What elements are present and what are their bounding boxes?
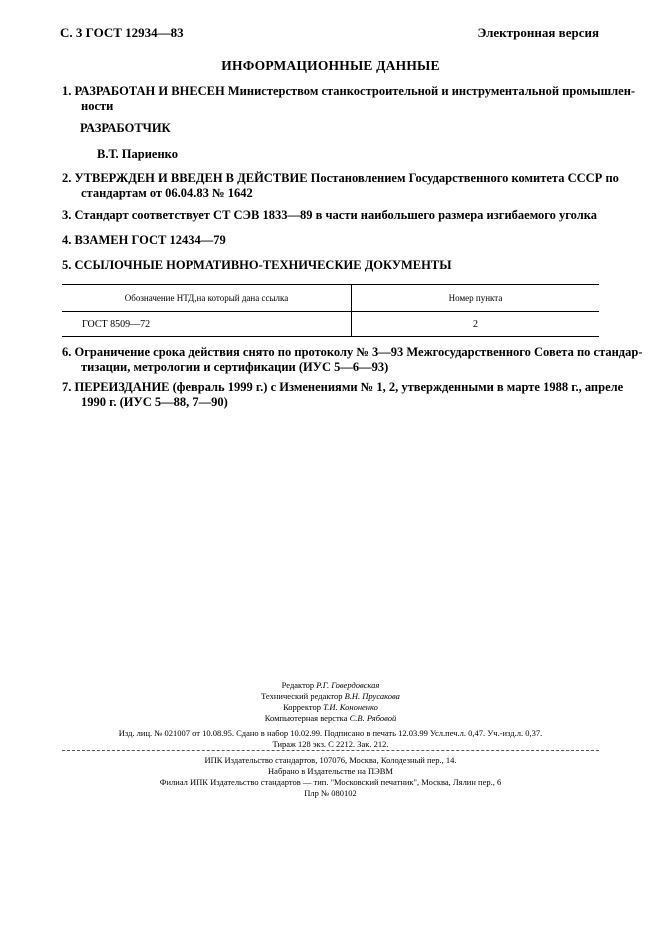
credit-tech-editor-name: В.Н. Прусакова [344, 691, 400, 701]
table-row [62, 312, 599, 337]
credit-layout-label: Компьютерная верстка [264, 713, 348, 723]
imprint-line-2: Набрано в Издательстве на ПЭВМ [268, 766, 393, 776]
reference-documents-table [62, 284, 599, 337]
header-standard-number: С. 3 ГОСТ 12934—83 [60, 25, 184, 40]
item-1 [62, 84, 636, 114]
item-6 [62, 345, 643, 375]
credit-editor [0, 680, 661, 691]
table-cell-document: ГОСТ 8509—72 [62, 312, 352, 337]
publishing-line-2: Тираж 128 экз. С 2212. Зак. 212. [272, 739, 389, 749]
imprint-line-1: ИПК Издательство стандартов, 107076, Москва, Колодезный пер., 14. [204, 755, 457, 765]
imprint-block [0, 755, 661, 799]
item-6-line-2: тизации, метрологии и сертификации (ИУС 5—6—93) [81, 360, 389, 374]
credits-block [0, 680, 661, 724]
table-header-row [62, 285, 599, 312]
publishing-line-1: Изд. лиц. № 021007 от 10.08.95. Сдано в набор 10.02.99. Подписано в печать 12.03.99 Усл.печ.л. 0,47. Уч.-изд.л. 0,37. [118, 728, 543, 738]
imprint-line-3: Филиал ИПК Издательство стандартов — тип. "Московский печатник", Москва, Лялин пер., 6 [159, 777, 502, 787]
credit-proofreader [0, 702, 661, 713]
credit-tech-editor [0, 691, 661, 702]
item-5: 5. ССЫЛОЧНЫЕ НОРМАТИВНО-ТЕХНИЧЕСКИЕ ДОКУМЕНТЫ [62, 258, 452, 272]
item-3: 3. Стандарт соответствует СТ СЭВ 1833—89 в части наибольшего размера изгибаемого уголка [62, 208, 598, 222]
table-header-clause: Номер пункта [352, 285, 600, 312]
credit-layout [0, 713, 661, 724]
item-7 [62, 380, 624, 410]
table-cell-clause: 2 [352, 312, 600, 337]
item-6-line-1: 6. Ограничение срока действия снято по протоколу № 3—93 Межгосударственного Совета по стандар- [62, 345, 643, 359]
credit-editor-name: Р.Г. Говердовская [316, 680, 380, 690]
imprint-line-4: Плр № 080102 [304, 788, 357, 798]
developer-name: В.Т. Париенко [97, 147, 178, 161]
item-1-line-1: 1. РАЗРАБОТАН И ВНЕСЕН Министерством станкостроительной и инструментальной промышлен- [62, 84, 636, 98]
credit-proofreader-label: Корректор [283, 702, 321, 712]
credit-tech-editor-label: Технический редактор [261, 691, 343, 701]
credit-layout-name: С.В. Рябовой [349, 713, 397, 723]
item-7-line-2: 1990 г. (ИУС 5—88, 7—90) [81, 395, 228, 409]
item-2 [62, 171, 619, 201]
table-header-document: Обозначение НТД,на который дана ссылка [62, 285, 352, 312]
credit-proofreader-name: Т.И. Кононенко [323, 702, 378, 712]
item-7-line-1: 7. ПЕРЕИЗДАНИЕ (февраль 1999 г.) с Изменениями № 1, 2, утвержденными в марте 1988 г., апреле [62, 380, 624, 394]
item-1-line-2: ности [81, 99, 114, 113]
divider [62, 750, 599, 751]
item-2-line-2: стандартам от 06.04.83 № 1642 [81, 186, 253, 200]
item-4: 4. ВЗАМЕН ГОСТ 12434—79 [62, 233, 226, 247]
credit-editor-label: Редактор [281, 680, 315, 690]
header-edition-label: Электронная версия [477, 25, 599, 40]
item-2-line-1: 2. УТВЕРЖДЕН И ВВЕДЕН В ДЕЙСТВИЕ Постановлением Государственного комитета СССР по [62, 171, 619, 185]
developer-heading: РАЗРАБОТЧИК [80, 121, 171, 135]
section-title: ИНФОРМАЦИОННЫЕ ДАННЫЕ [221, 58, 440, 73]
